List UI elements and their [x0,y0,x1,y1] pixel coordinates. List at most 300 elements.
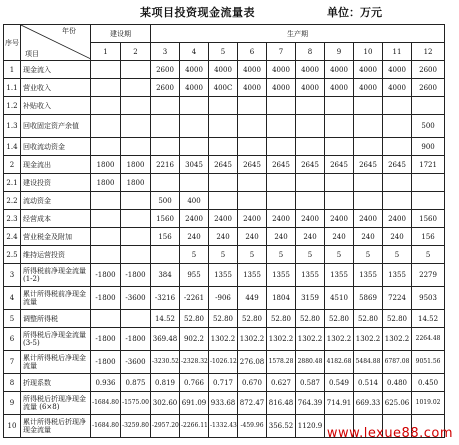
table-cell: 1355 [267,264,296,287]
table-cell: -1800 [91,287,121,310]
table-cell: 2600 [151,79,180,97]
table-cell [325,138,354,156]
table-cell: 1800 [121,156,151,174]
production-period-header: 生产期 [151,25,445,43]
table-cell: 3159 [296,287,325,310]
table-cell: -2261 [180,287,209,310]
table-cell: -3600 [121,351,151,374]
table-cell [121,310,151,328]
row-item: 回收流动资金 [21,138,91,156]
table-cell: 0.717 [209,374,238,392]
row-item: 现金流出 [21,156,91,174]
table-cell: 2400 [238,210,267,228]
table-cell: 4000 [354,79,383,97]
table-cell: -1332.43 [209,415,238,438]
table-cell [267,192,296,210]
table-cell: 3045 [180,156,209,174]
table-cell [91,210,121,228]
table-cell [325,97,354,115]
table-cell: 400C [209,79,238,97]
table-cell: 2400 [267,210,296,228]
table-cell: 240 [209,228,238,246]
table-cell [91,228,121,246]
period-header: 9 [325,43,354,61]
row-number: 9 [4,392,21,415]
table-cell: 1800 [121,174,151,192]
period-header: 5 [209,43,238,61]
table-cell: 7224 [383,287,412,310]
table-cell: 2645 [383,156,412,174]
table-cell [121,228,151,246]
table-cell: 240 [238,228,267,246]
table-cell: 4000 [238,61,267,79]
table-cell: 2600 [151,61,180,79]
table-cell [325,174,354,192]
row-number: 2.1 [4,174,21,192]
table-cell: 4000 [296,61,325,79]
table-title: 某项目投资现金流量表 [140,6,255,19]
table-cell: 714.91 [325,392,354,415]
table-cell: 240 [296,228,325,246]
table-cell: -2266.11 [180,415,209,438]
table-cell: 0.480 [383,374,412,392]
table-cell [209,115,238,138]
table-cell: 2400 [325,210,354,228]
table-cell: -1026.12 [209,351,238,374]
table-cell [91,97,121,115]
table-cell [267,138,296,156]
table-cell: 369.48 [151,328,180,351]
table-row [4,374,445,392]
table-cell: 1560 [151,210,180,228]
table-cell: 52.80 [267,310,296,328]
table-cell: 1804 [267,287,296,310]
table-cell: 1355 [325,264,354,287]
table-cell: 0.514 [354,374,383,392]
table-cell: 156 [151,228,180,246]
table-row [4,174,445,192]
table-cell [209,138,238,156]
table-cell: 2400 [209,210,238,228]
table-cell [180,115,209,138]
table-cell [238,97,267,115]
table-cell: -2957.20 [151,415,180,438]
table-cell: 4000 [383,79,412,97]
table-cell: 52.80 [238,310,267,328]
table-cell: 2645 [325,156,354,174]
table-row [4,310,445,328]
table-cell: 5 [238,246,267,264]
table-cell: 2600 [412,79,445,97]
table-cell: 2400 [383,210,412,228]
table-cell: 625.06 [383,392,412,415]
table-cell: 1302.2 [238,328,267,351]
table-row [4,156,445,174]
table-cell: 6787.08 [383,351,412,374]
table-cell [209,174,238,192]
table-cell: 955 [180,264,209,287]
table-cell: 1302.2 [325,328,354,351]
row-number: 1.1 [4,79,21,97]
table-cell: 4000 [209,61,238,79]
table-cell: 0.549 [325,374,354,392]
table-cell: 0.627 [267,374,296,392]
table-cell: 4000 [383,61,412,79]
row-item: 累计所得税后净现金流量 [21,351,91,374]
table-cell [151,138,180,156]
row-item: 所得税前净现金流量 (1-2) [21,264,91,287]
table-row [4,97,445,115]
table-cell: 4000 [296,79,325,97]
table-cell [354,174,383,192]
table-row [4,79,445,97]
table-cell: 1355 [238,264,267,287]
table-cell [209,192,238,210]
table-cell: 2216 [151,156,180,174]
table-cell: 52.80 [383,310,412,328]
table-cell [383,192,412,210]
table-cell [383,138,412,156]
row-item: 维持运营投资 [21,246,91,264]
table-cell: 1355 [383,264,412,287]
table-cell: 1302.2 [383,328,412,351]
table-cell: 52.80 [209,310,238,328]
period-header: 8 [296,43,325,61]
table-cell [151,97,180,115]
table-cell [238,115,267,138]
table-cell: 400 [180,192,209,210]
table-cell [121,115,151,138]
watermark: www.lexue88.com [326,426,453,441]
table-cell [354,97,383,115]
table-cell [296,174,325,192]
table-cell [209,97,238,115]
table-cell: 933.68 [209,392,238,415]
row-number: 2.2 [4,192,21,210]
table-cell: -3259.80 [121,415,151,438]
table-cell: 872.47 [238,392,267,415]
table-cell: -3230.52 [151,351,180,374]
table-cell [91,61,121,79]
table-cell [121,246,151,264]
row-item: 经营成本 [21,210,91,228]
table-cell [383,115,412,138]
row-item: 折现系数 [21,374,91,392]
row-number: 6 [4,328,21,351]
table-cell: 0.875 [121,374,151,392]
table-cell: 5484.88 [354,351,383,374]
row-number: 2.3 [4,210,21,228]
table-cell: -459.96 [238,415,267,438]
row-number: 5 [4,310,21,328]
table-cell: 2264.48 [412,328,445,351]
cash-flow-table [3,24,445,438]
row-number: 1.2 [4,97,21,115]
table-cell: 2645 [267,156,296,174]
table-cell [325,192,354,210]
table-cell: 52.80 [354,310,383,328]
table-cell: 4000 [180,79,209,97]
table-cell: 4182.68 [325,351,354,374]
table-cell: 302.60 [151,392,180,415]
table-cell [121,210,151,228]
table-cell: 1355 [209,264,238,287]
row-number: 1 [4,61,21,79]
table-cell: 2279 [412,264,445,287]
year-project-header [21,25,91,61]
row-item: 调整所得税 [21,310,91,328]
table-cell: 2645 [209,156,238,174]
table-row [4,328,445,351]
table-cell: 356.52 [267,415,296,438]
table-cell: 384 [151,264,180,287]
construction-period-header: 建设期 [91,25,151,43]
row-number: 1.4 [4,138,21,156]
table-cell [267,174,296,192]
table-cell [296,115,325,138]
table-cell [412,192,445,210]
table-cell: 500 [412,115,445,138]
table-cell: 4000 [180,61,209,79]
table-cell: -1575.00 [121,392,151,415]
table-cell: 14.52 [151,310,180,328]
table-cell [412,97,445,115]
table-cell: 5 [296,246,325,264]
row-item: 所得税后折现净现金流量 (6×8) [21,392,91,415]
table-cell [412,174,445,192]
row-item: 回收固定资产余值 [21,115,91,138]
table-cell: -1684.80 [91,415,121,438]
table-cell: 2645 [354,156,383,174]
table-row [4,228,445,246]
table-cell: 0.766 [180,374,209,392]
table-cell: 240 [354,228,383,246]
table-cell: -1800 [121,328,151,351]
table-cell [91,79,121,97]
table-cell: 0.450 [412,374,445,392]
period-header: 6 [238,43,267,61]
table-cell: 669.33 [354,392,383,415]
table-cell [354,192,383,210]
table-cell: 0.587 [296,374,325,392]
table-cell [354,138,383,156]
unit-label: 单位：万元 [327,6,382,19]
period-header: 4 [180,43,209,61]
row-number: 10 [4,415,21,438]
row-number: 2.4 [4,228,21,246]
table-cell: 240 [267,228,296,246]
table-cell: 4000 [267,61,296,79]
year-header: 年份 [62,27,76,35]
table-cell: 156 [412,228,445,246]
project-header: 项目 [25,50,39,58]
table-cell [354,115,383,138]
table-cell: 5 [267,246,296,264]
table-cell: 1560 [412,210,445,228]
row-number: 3 [4,264,21,287]
table-cell [121,97,151,115]
table-cell [121,61,151,79]
table-row [4,287,445,310]
table-row [4,115,445,138]
table-cell: 1800 [91,174,121,192]
table-row [4,246,445,264]
table-cell [91,192,121,210]
table-cell: 2400 [180,210,209,228]
table-cell [151,115,180,138]
table-cell: -1800 [91,328,121,351]
table-cell: 52.80 [325,310,354,328]
table-cell [91,138,121,156]
table-cell [180,97,209,115]
table-cell [267,97,296,115]
table-cell: 240 [180,228,209,246]
table-cell [383,174,412,192]
table-cell: 5 [180,246,209,264]
table-cell: -1684.80 [91,392,121,415]
table-cell: -1800 [91,264,121,287]
table-cell: 1355 [296,264,325,287]
table-cell: 1355 [354,264,383,287]
table-cell: 2645 [296,156,325,174]
table-cell: 1302.2 [354,328,383,351]
table-cell: 764.39 [296,392,325,415]
table-cell: 5 [209,246,238,264]
table-row [4,192,445,210]
row-item: 建设投资 [21,174,91,192]
table-cell: 4000 [267,79,296,97]
table-cell: 691.09 [180,392,209,415]
table-cell [121,79,151,97]
table-cell [296,97,325,115]
seq-header: 序号 [4,25,21,61]
table-cell [151,174,180,192]
row-number: 2 [4,156,21,174]
table-cell: 1302.2 [267,328,296,351]
table-cell: 1800 [91,156,121,174]
table-cell: 4000 [325,61,354,79]
row-number: 8 [4,374,21,392]
table-cell [91,246,121,264]
table-cell: 4000 [354,61,383,79]
row-item: 营业收入 [21,79,91,97]
table-row [4,392,445,415]
table-cell: 52.80 [296,310,325,328]
period-header: 2 [121,43,151,61]
table-cell [296,192,325,210]
row-item: 累计所得税后折现净现金流量 [21,415,91,438]
table-cell: 0.670 [238,374,267,392]
table-cell: 449 [238,287,267,310]
table-cell: 52.80 [180,310,209,328]
row-item: 流动资金 [21,192,91,210]
table-cell: 816.48 [267,392,296,415]
table-cell: 5869 [354,287,383,310]
table-cell: 240 [383,228,412,246]
table-cell: 500 [151,192,180,210]
table-cell: 9051.56 [412,351,445,374]
table-cell [91,310,121,328]
table-cell: -906 [209,287,238,310]
table-cell: 2880.48 [296,351,325,374]
table-cell [121,138,151,156]
table-cell: -1800 [91,351,121,374]
table-cell: 902.2 [180,328,209,351]
period-header: 11 [383,43,412,61]
table-cell: -3600 [121,287,151,310]
table-cell: 0.936 [91,374,121,392]
period-header: 7 [267,43,296,61]
table-cell: 240 [325,228,354,246]
row-number: 2.5 [4,246,21,264]
table-cell: 2600 [412,61,445,79]
row-number: 4 [4,287,21,310]
table-cell: 2400 [354,210,383,228]
table-cell: 1302.2 [296,328,325,351]
table-cell [180,138,209,156]
table-cell: 5 [383,246,412,264]
table-row [4,264,445,287]
table-cell: 1302.2 [209,328,238,351]
row-item: 补贴收入 [21,97,91,115]
table-cell: 2645 [238,156,267,174]
table-cell [238,138,267,156]
table-cell: 5 [412,246,445,264]
table-cell: 5 [325,246,354,264]
table-cell: 1721 [412,156,445,174]
table-cell: 276.08 [238,351,267,374]
table-cell [91,115,121,138]
row-number: 7 [4,351,21,374]
table-cell: 4000 [238,79,267,97]
table-cell: 1019.02 [412,392,445,415]
period-header: 10 [354,43,383,61]
table-cell: -3216 [151,287,180,310]
table-row [4,351,445,374]
table-cell [325,115,354,138]
table-cell [238,192,267,210]
table-cell: 2400 [296,210,325,228]
table-cell [121,192,151,210]
table-cell: -2328.32 [180,351,209,374]
table-row [4,138,445,156]
period-header: 1 [91,43,121,61]
table-cell: 0.819 [151,374,180,392]
table-cell: 1120.9 [296,415,325,438]
row-item: 所得税后净现金流量 (3-5) [21,328,91,351]
row-number: 1.3 [4,115,21,138]
row-item: 现金流入 [21,61,91,79]
table-cell: 9503 [412,287,445,310]
row-item: 累计所得税前净现金流量 [21,287,91,310]
table-cell [296,138,325,156]
table-cell: 1578.28 [267,351,296,374]
table-cell [267,115,296,138]
table-cell [238,174,267,192]
table-cell: 900 [412,138,445,156]
table-cell: 4000 [325,79,354,97]
period-header: 3 [151,43,180,61]
table-cell: 14.52 [412,310,445,328]
table-cell [180,174,209,192]
table-cell: 4510 [325,287,354,310]
table-row [4,61,445,79]
period-header: 12 [412,43,445,61]
table-cell [383,97,412,115]
table-cell [151,246,180,264]
table-cell: 5 [354,246,383,264]
table-cell: -1800 [121,264,151,287]
